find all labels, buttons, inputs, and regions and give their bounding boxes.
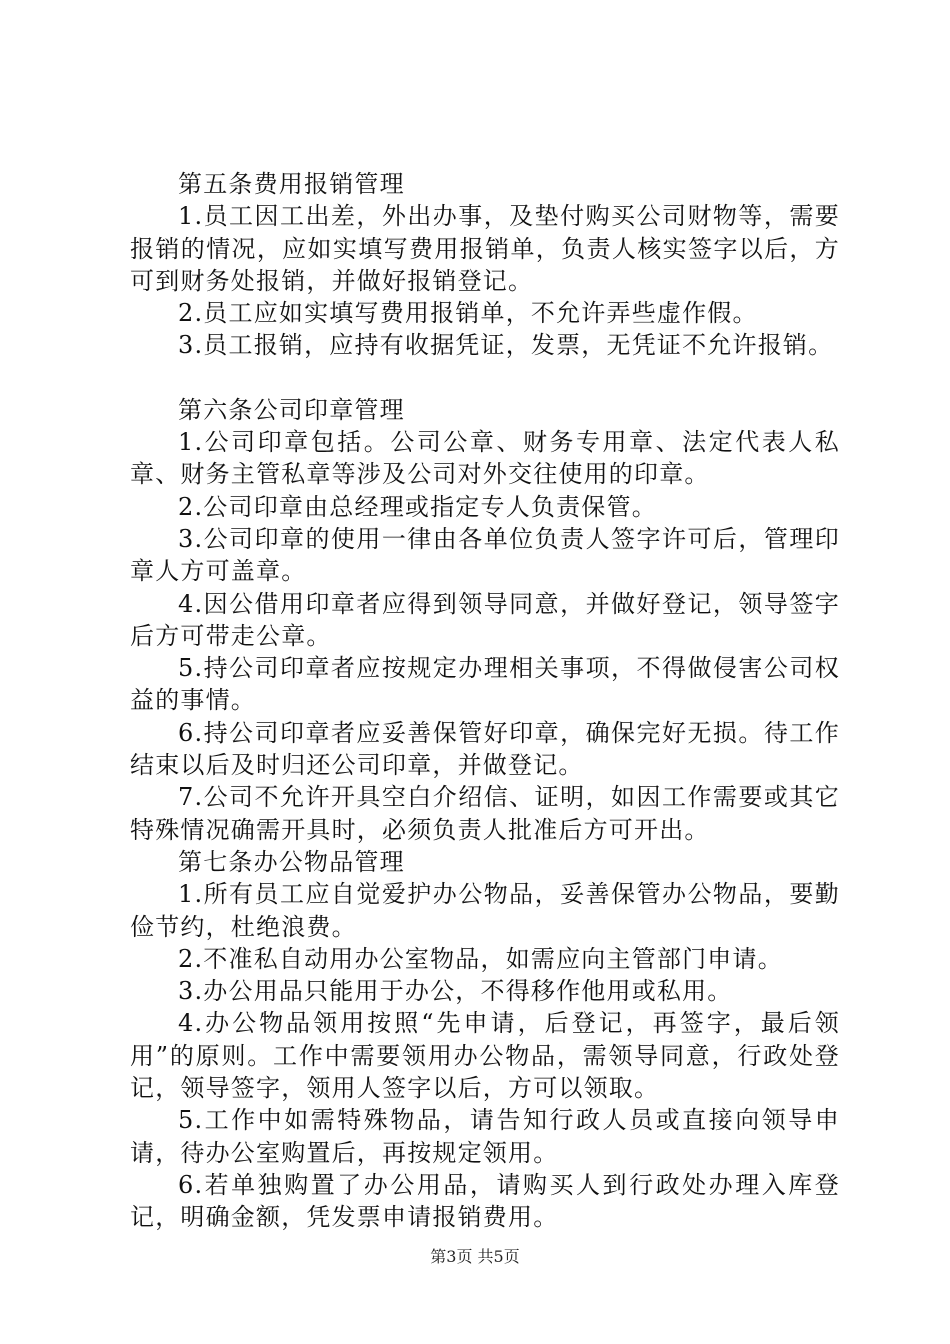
section-6-item-3: 3.公司印章的使用一律由各单位负责人签字许可后，管理印章人方可盖章。 <box>130 524 840 586</box>
section-7-item-4: 4.办公物品领用按照“先申请，后登记，再签字，最后领用”的原则。工作中需要领用办公物品，需领导同意，行政处登记，领导签字，领用人签字以后，方可以领取。 <box>130 1009 840 1103</box>
section-6-item-2: 2.公司印章由总经理或指定专人负责保管。 <box>178 492 657 521</box>
section-5-item-3: 3.员工报销，应持有收据凭证，发票，无凭证不允许报销。 <box>178 331 834 360</box>
section-6-item-6: 6.持公司印章者应妥善保管好印章，确保完好无损。待工作结束以后及时归还公司印章，并做登记。 <box>130 718 840 780</box>
section-5-heading: 第五条费用报销管理 <box>178 170 405 198</box>
section-7-heading: 第七条办公物品管理 <box>178 847 405 876</box>
section-6-item-1: 1.公司印章包括。公司公章、财务专用章、法定代表人私章、财务主管私章等涉及公司对外交往使用的印章。 <box>130 428 840 489</box>
section-7-item-1: 1.所有员工应自觉爱护办公物品，妥善保管办公物品，要勤俭节约，杜绝浪费。 <box>130 880 840 941</box>
section-6-item-5: 5.持公司印章者应按规定办理相关事项，不得做侵害公司权益的事情。 <box>130 654 840 715</box>
section-7-item-3: 3.办公用品只能用于办公，不得移作他用或私用。 <box>178 977 733 1006</box>
section-7-item-2: 2.不准私自动用办公室物品，如需应向主管部门申请。 <box>178 944 783 973</box>
document-body <box>130 168 840 1234</box>
section-6-item-4: 4.因公借用印章者应得到领导同意，并做好登记，领导签字后方可带走公章。 <box>130 589 840 650</box>
section-6-heading: 第六条公司印章管理 <box>178 395 405 424</box>
section-5-item-1: 1.员工因工出差，外出办事，及垫付购买公司财物等，需要报销的情况，应如实填写费用报销单，负责人核实签字以后，方可到财务处报销，并做好报销登记。 <box>130 202 840 295</box>
section-5-item-2: 2.员工应如实填写费用报销单，不允许弄些虚作假。 <box>178 299 758 328</box>
section-7-item-5: 5.工作中如需特殊物品，请告知行政人员或直接向领导申请，待办公室购置后，再按规定领用。 <box>130 1106 840 1167</box>
section-7-item-6: 6.若单独购置了办公用品，请购买人到行政处办理入库登记，明确金额，凭发票申请报销费用。 <box>130 1170 840 1232</box>
section-6-item-7: 7.公司不允许开具空白介绍信、证明，如因工作需要或其它特殊情况确需开具时，必须负责人批准后方可开出。 <box>130 783 840 844</box>
page-number-footer: 第3页 共5页 <box>430 1247 520 1266</box>
